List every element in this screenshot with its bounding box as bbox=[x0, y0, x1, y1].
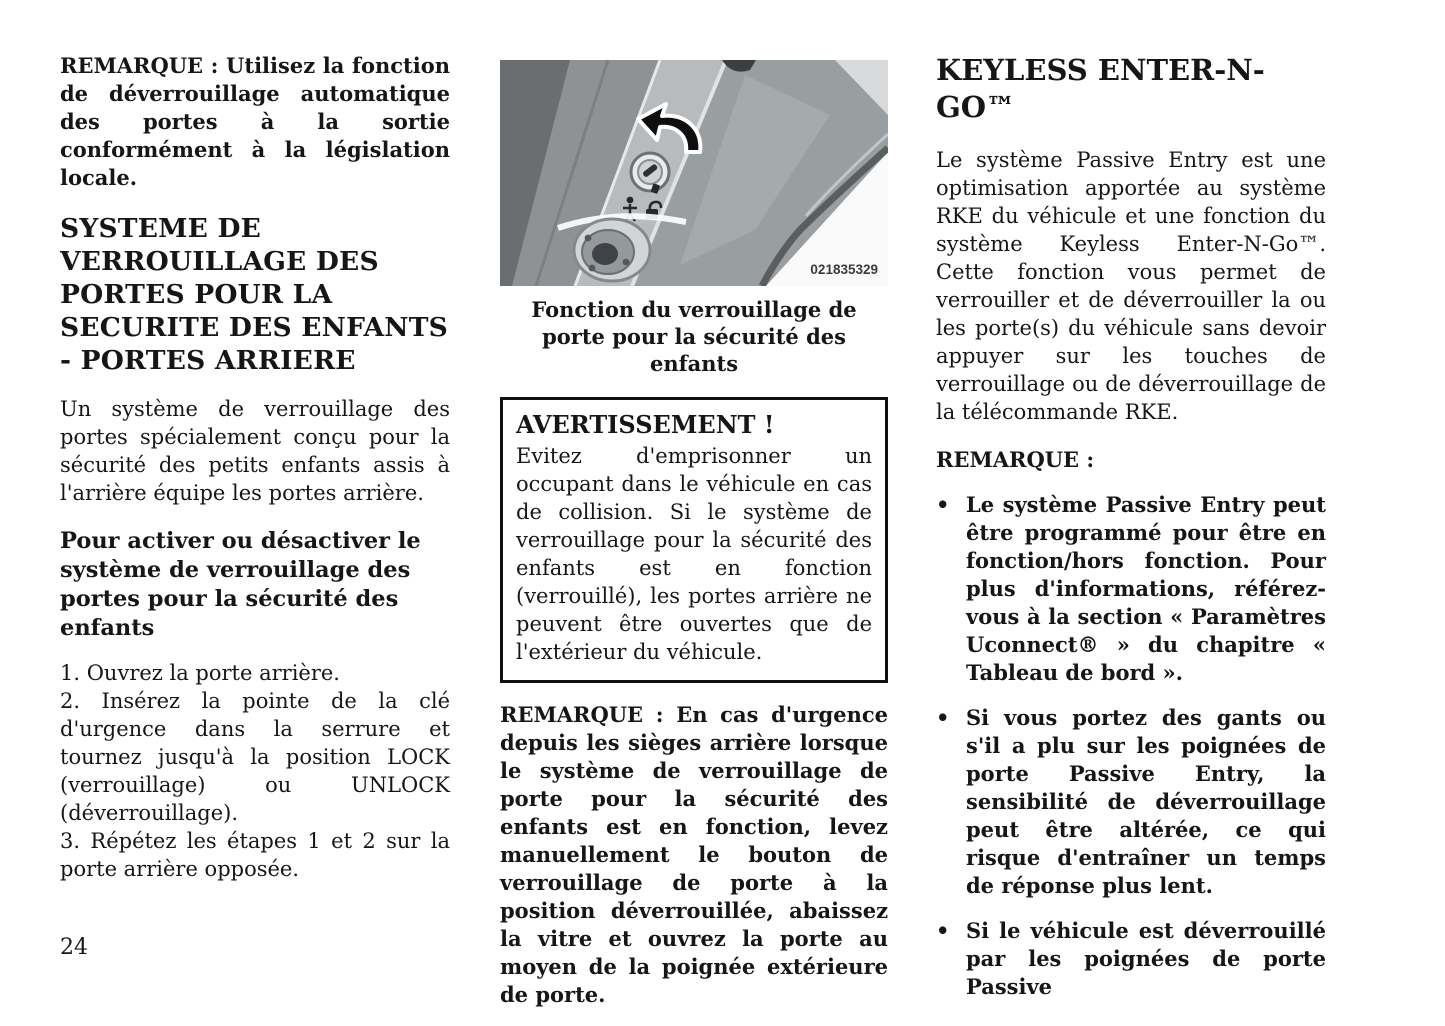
page-number: 24 bbox=[60, 935, 88, 960]
door-illustration bbox=[500, 60, 888, 286]
note-label: REMARQUE : bbox=[936, 447, 1095, 472]
bullet-passive-entry-programmable: Le système Passive Entry peut être programmé pour être en fonction/hors fonction. Pour plus d'informations, référez-vous à la section « Paramètres Uconnect® » du chapitre « Tableau de bord ». bbox=[966, 492, 1326, 685]
column-left bbox=[60, 52, 450, 883]
section-heading-keyless: KEYLESS ENTER-N-GO™ bbox=[936, 53, 1265, 124]
warning-body: Evitez d'emprisonner un occupant dans le véhicule en cas de collision. Si le système de verrouillage pour la sécurité des enfants est en fonction (verrouillé), les portes arrière ne peuvent être ouvertes que de l'extérieur du véhicule. bbox=[516, 444, 872, 664]
warning-title: AVERTISSEMENT ! bbox=[516, 410, 775, 439]
step-2: 2. Insérez la pointe de la clé d'urgence dans la serrure et tournez jusqu'à la position LOCK (verrouillage) ou UNLOCK (déverrouillage). bbox=[60, 689, 450, 825]
door-lock-figure bbox=[500, 60, 888, 377]
column-right bbox=[936, 52, 1326, 1001]
step-3: 3. Répétez les étapes 1 et 2 sur la porte arrière opposée. bbox=[60, 829, 450, 881]
bullet-icon: • bbox=[936, 492, 950, 517]
section-heading-child-locks: SYSTEME DE VERROUILLAGE DES PORTES POUR LA SECURITE DES ENFANTS - PORTES ARRIERE bbox=[60, 213, 448, 376]
bullet-vehicle-unlocked: Si le véhicule est déverrouillé par les poignées de porte Passive bbox=[966, 918, 1326, 999]
bullet-item bbox=[936, 704, 1326, 900]
note-emergency: REMARQUE : En cas d'urgence depuis les sièges arrière lorsque le système de verrouillage de porte pour la sécurité des enfants est en fonction, levez manuellement le bouton de verrouillage de porte à la position déverrouillée, abaissez la vitre et ouvrez la porte au moyen de la poignée extérieure de porte. bbox=[500, 702, 888, 1007]
note-auto-unlock: REMARQUE : Utilisez la fonction de déverrouillage automatique des portes à la sortie conformément à la législation locale. bbox=[60, 53, 450, 190]
figure-code: 021835329 bbox=[810, 262, 878, 277]
column-middle bbox=[500, 60, 888, 1009]
bullet-gloves-rain: Si vous portez des gants ou s'il a plu sur les poignées de porte Passive Entry, la sensibilité de déverrouillage peut être altérée, ce qui risque d'entraîner un temps de réponse plus lent. bbox=[966, 705, 1326, 898]
bullet-icon: • bbox=[936, 705, 950, 730]
bullet-item bbox=[936, 491, 1326, 687]
warning-box bbox=[500, 397, 888, 683]
step-1: 1. Ouvrez la porte arrière. bbox=[60, 661, 340, 685]
subheading-activate-deactivate: Pour activer ou désactiver le système de verrouillage des portes pour la sécurité des enfants bbox=[60, 528, 421, 641]
figure-caption: Fonction du verrouillage de porte pour la sécurité des enfants bbox=[531, 297, 857, 376]
keyless-intro: Le système Passive Entry est une optimisation apportée au système RKE du véhicule et une fonction du système Keyless Enter-N-Go™. Cette fonction vous permet de verrouiller et de déverrouiller la ou les porte(s) du véhicule sans devoir appuyer sur les touches de verrouillage ou de déverrouillage de la télécommande RKE. bbox=[936, 148, 1326, 424]
lock-cylinder bbox=[631, 153, 669, 191]
child-locks-intro: Un système de verrouillage des portes spécialement conçu pour la sécurité des petits enfants assis à l'arrière équipe les portes arrière. bbox=[60, 397, 450, 505]
bullet-item bbox=[936, 917, 1326, 1001]
bullet-icon: • bbox=[936, 918, 950, 943]
door-latch bbox=[574, 219, 650, 281]
